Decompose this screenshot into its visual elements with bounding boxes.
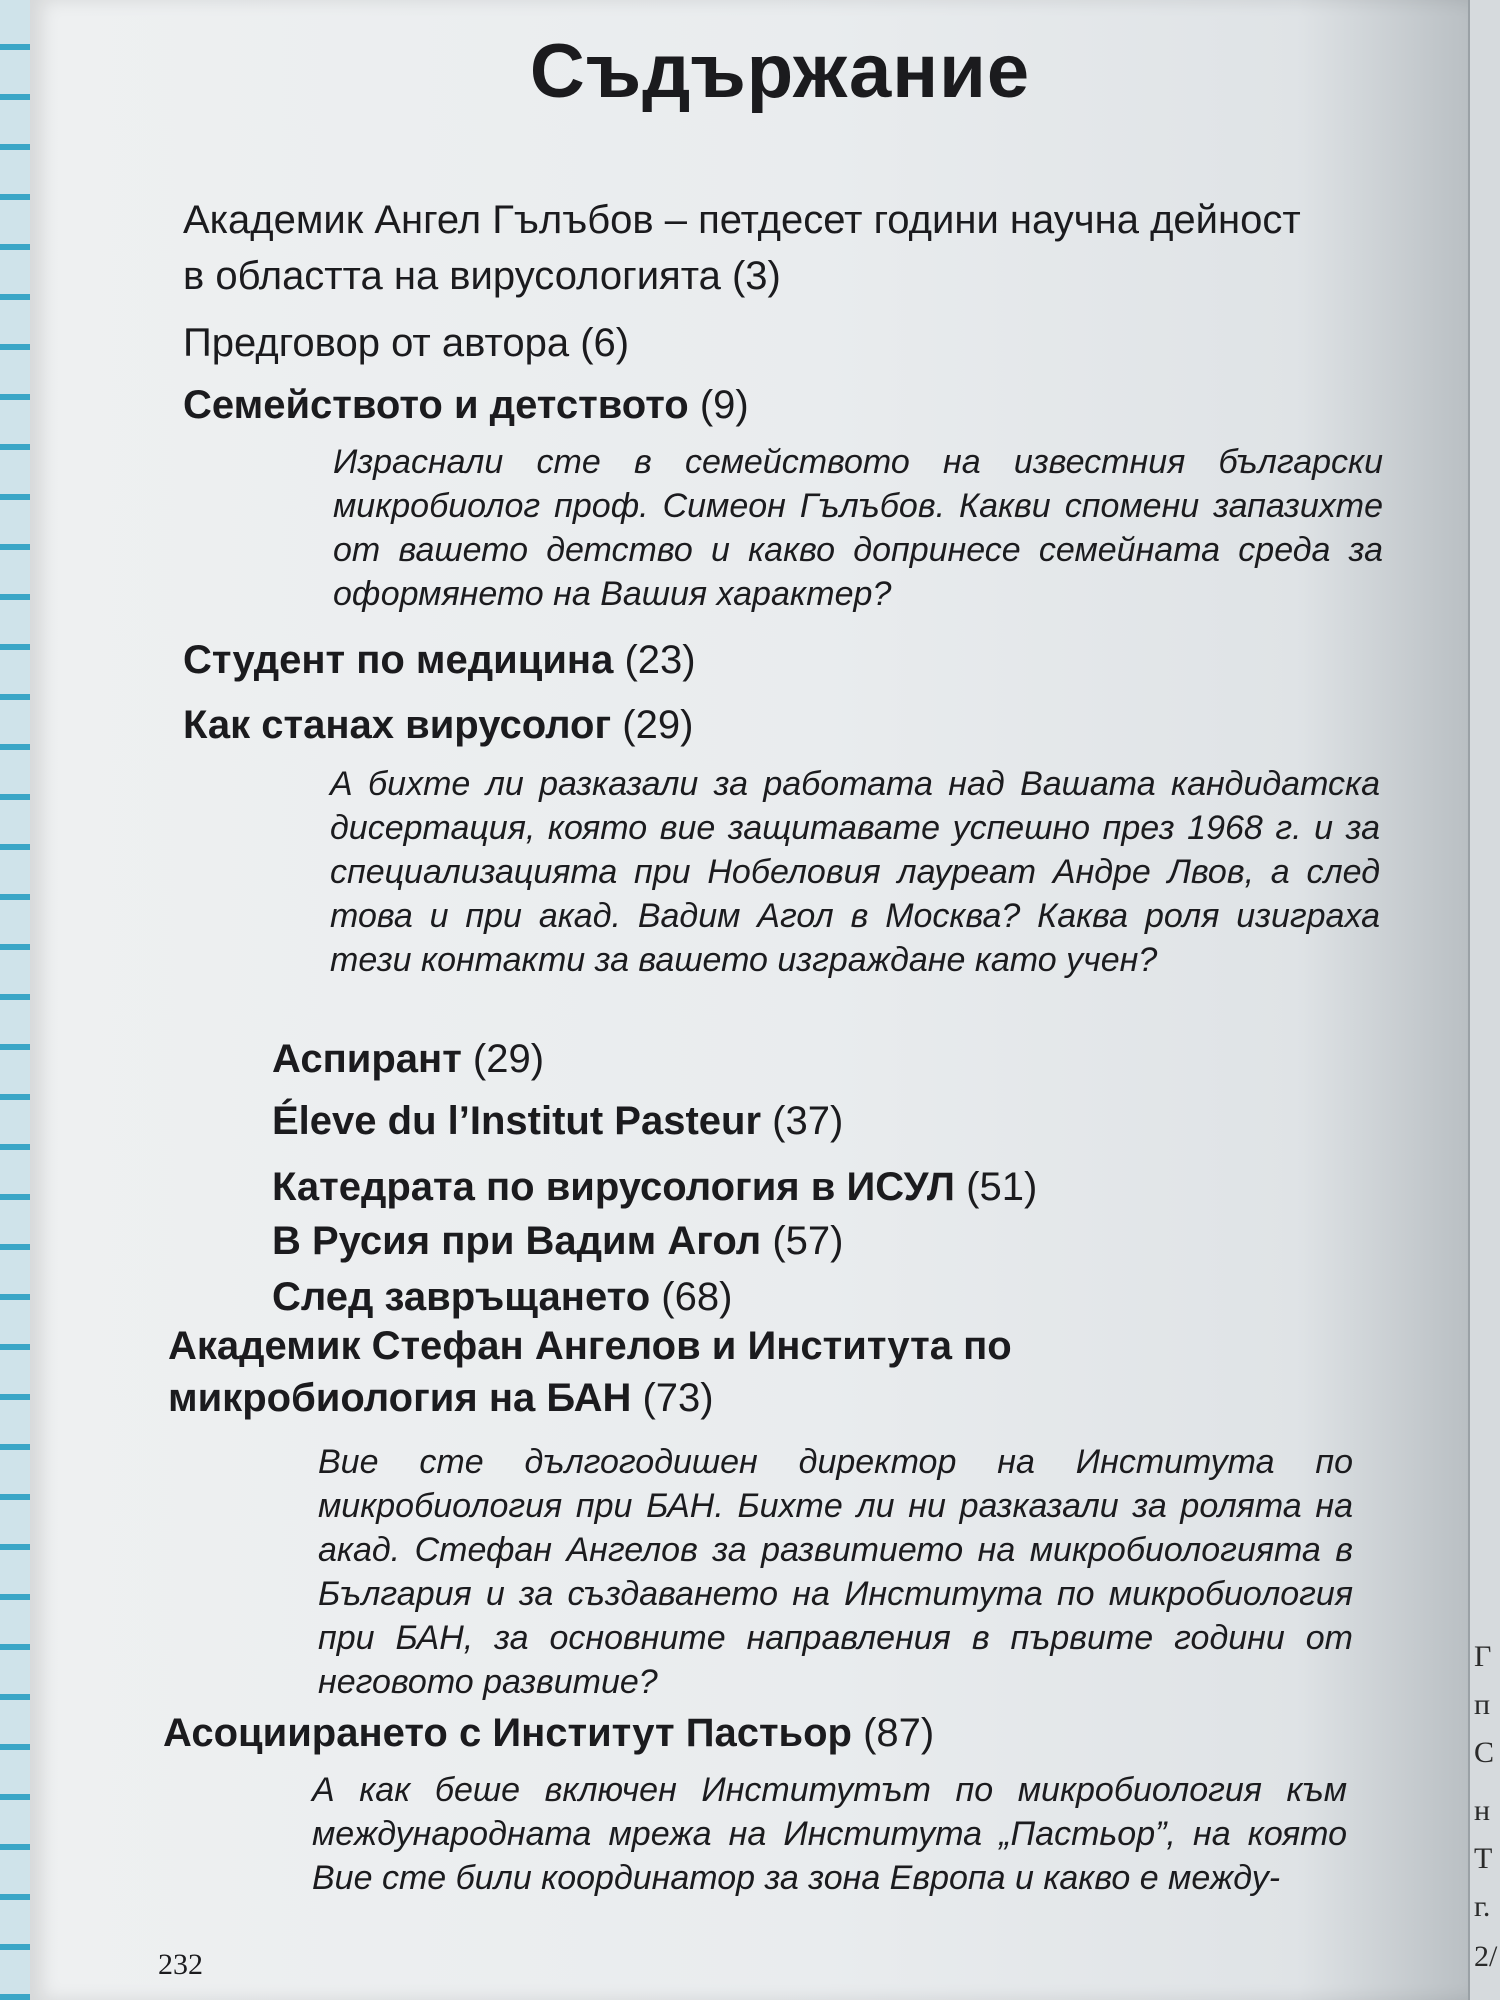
toc-entry: Студент по медицина (23) bbox=[183, 638, 696, 682]
chapter-question: Израснали сте в семейството на известния български микробиолог проф. Симеон Гълъбов. Какви спомени запазихте от вашето детство и какво допринесе семейната среда за оформянето на Вашия характер? bbox=[333, 443, 1383, 613]
page-title: Съдържание bbox=[529, 29, 1031, 114]
margin-letter: н bbox=[1474, 1794, 1491, 1827]
chapter-question: А как беше включен Институтът по микробиология към международната мрежа на Института „Пастьор”, на която Вие сте били координатор за зона Европа и какво е между- bbox=[312, 1771, 1347, 1897]
page-number: 232 bbox=[158, 1948, 203, 1981]
toc-subentry: Катедрата по вирусология в ИСУЛ (51) bbox=[272, 1165, 1038, 1209]
margin-letter: Т bbox=[1474, 1842, 1493, 1875]
toc-subentry: Аспирант (29) bbox=[272, 1037, 545, 1081]
toc-subentry: Éleve du l’Institut Pasteur (37) bbox=[272, 1099, 844, 1143]
margin-letter: п bbox=[1474, 1688, 1491, 1721]
toc-entry: Академик Стефан Ангелов и Института по микробиология на БАН (73) bbox=[168, 1324, 1012, 1420]
margin-letter: Г bbox=[1474, 1640, 1492, 1673]
margin-letter: 2/ bbox=[1474, 1940, 1498, 1973]
toc-entry: Семейството и детството (9) bbox=[183, 383, 749, 427]
margin-letter: С bbox=[1474, 1736, 1495, 1769]
toc-entry: Предговор от автора (6) bbox=[183, 321, 630, 365]
toc-entry: Как станах вирусолог (29) bbox=[183, 703, 694, 747]
toc-entry: Академик Ангел Гълъбов – петдесет години научна дейност в областта на вирусологията (3) bbox=[183, 198, 1301, 298]
toc-subentry: След завръщането (68) bbox=[272, 1275, 733, 1319]
chapter-question: Вие сте дългогодишен директор на Института по микробиология при БАН. Бихте ли ни разказали за ролята на акад. Стефан Ангелов за развитието на микробиологията в България и за създаването на Института по микробиология при БАН, за основните направления в първите години от неговото развитие? bbox=[318, 1443, 1353, 1701]
next-page-edge bbox=[1468, 0, 1500, 2000]
toc-entry: Асоциирането с Институт Пастьор (87) bbox=[163, 1711, 935, 1755]
margin-letter: г. bbox=[1474, 1890, 1491, 1923]
toc-subentry: В Русия при Вадим Агол (57) bbox=[272, 1219, 844, 1263]
chapter-question: А бихте ли разказали за работата над Вашата кандидатска дисертация, която вие защитавате успешно през 1968 г. и за специализацията при Нобеловия лауреат Андре Лвов, а след това и при акад. Вадим Агол в Москва? Каква роля изиграха тези контакти за вашето изграждане като учен? bbox=[330, 765, 1380, 979]
